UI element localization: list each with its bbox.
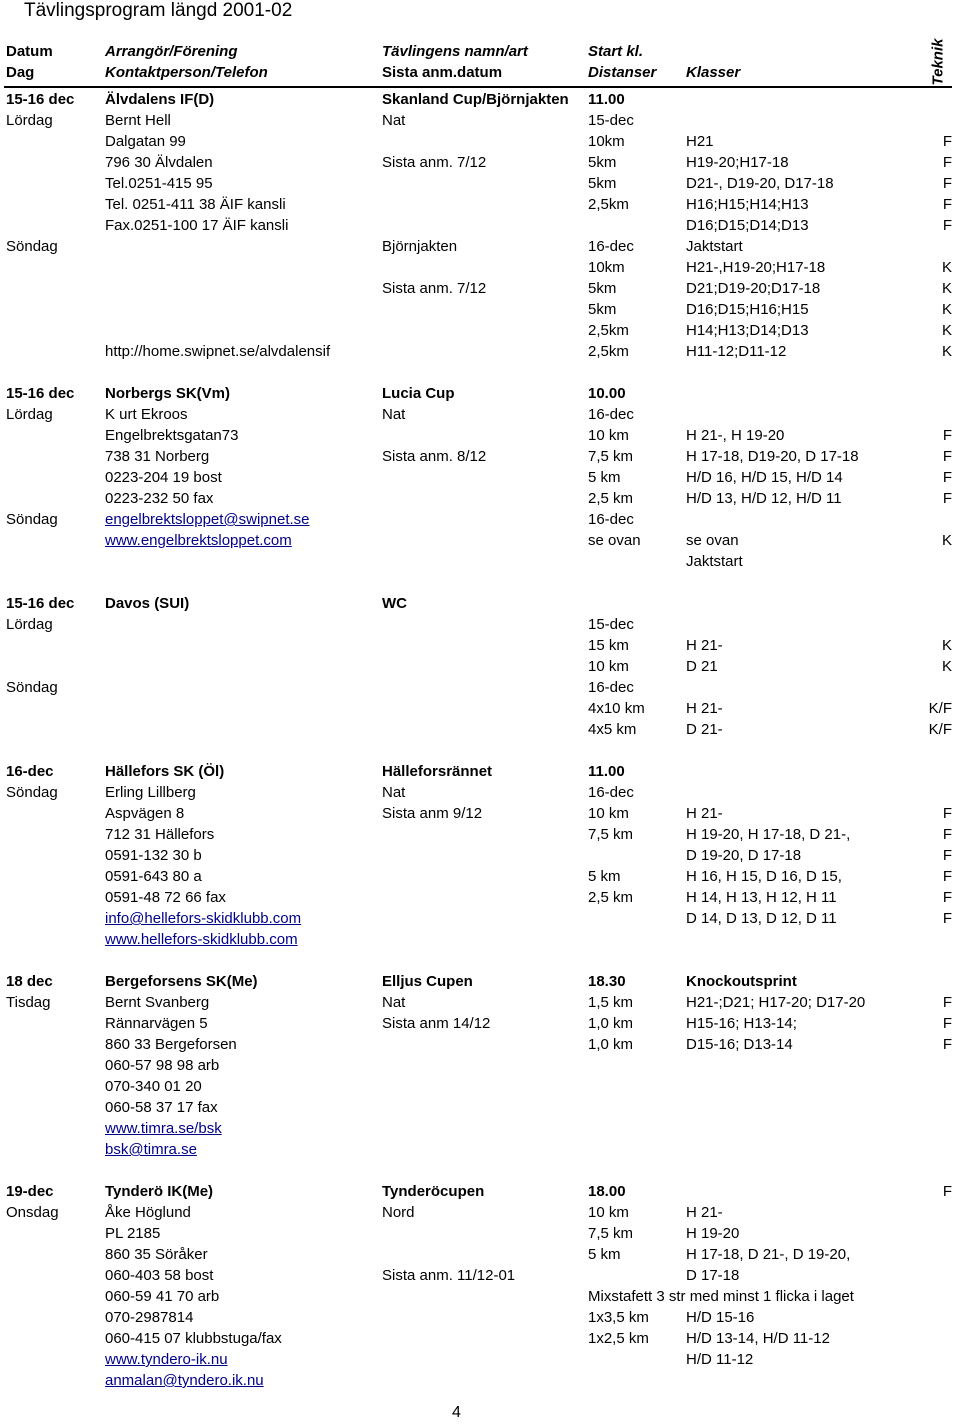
cell-race: Sista anm. 7/12: [382, 280, 487, 297]
cell-date: Lördag: [6, 616, 53, 633]
cell-start-distance: 10 km: [588, 805, 629, 822]
cell-classes: H 17-18, D19-20, D 17-18: [686, 448, 859, 465]
cell-start-distance: 5km: [588, 154, 617, 171]
cell-race: Tynderöcupen: [382, 1183, 485, 1200]
cell-classes: Jaktstart: [686, 553, 743, 570]
cell-start-distance: 2,5 km: [588, 889, 634, 906]
cell-classes: H/D 11-12: [686, 1351, 754, 1368]
cell-organizer: Erling Lillberg: [105, 784, 196, 801]
cell-race: Nat: [382, 112, 406, 129]
cell-classes: H/D 15-16: [686, 1309, 755, 1326]
cell-start-distance: 2,5km: [588, 343, 629, 360]
cell-start-distance: 1,0 km: [588, 1015, 634, 1032]
cell-organizer: Dalgatan 99: [105, 133, 186, 150]
cell-technique: F: [942, 196, 952, 213]
cell-start-distance: 10km: [588, 259, 625, 276]
cell-start-distance: 2,5km: [588, 322, 629, 339]
cell-technique: F: [942, 490, 952, 507]
web-link[interactable]: www.tyndero-ik.nu: [105, 1351, 228, 1368]
cell-classes: D 19-20, D 17-18: [686, 847, 802, 864]
cell-organizer: K urt Ekroos: [105, 406, 188, 423]
cell-classes: H/D 13-14, H/D 11-12: [686, 1330, 830, 1347]
cell-technique: F: [942, 805, 952, 822]
cell-technique: F: [942, 1015, 952, 1032]
cell-classes: H11-12;D11-12: [686, 343, 787, 360]
cell-organizer: Älvdalens IF(D): [105, 91, 215, 108]
cell-start-distance: 18.30: [588, 973, 626, 990]
cell-classes: D21;D19-20;D17-18: [686, 280, 821, 297]
cell-race: Elljus Cupen: [382, 973, 473, 990]
cell-classes: H 17-18, D 21-, D 19-20,: [686, 1246, 851, 1263]
cell-technique: F: [942, 868, 952, 885]
cell-organizer: PL 2185: [105, 1225, 161, 1242]
cell-start-distance: 11.00: [588, 763, 625, 780]
cell-date: Lördag: [6, 112, 53, 129]
cell-start-distance: 5km: [588, 301, 617, 318]
cell-technique: F: [942, 427, 952, 444]
cell-organizer: 860 35 Söråker: [105, 1246, 208, 1263]
cell-organizer: 738 31 Norberg: [105, 448, 210, 465]
header-distanser: Distanser: [588, 64, 657, 81]
cell-date: 19-dec: [6, 1183, 54, 1200]
cell-start-distance: 15-dec: [588, 616, 634, 633]
cell-start-distance: se ovan: [588, 532, 641, 549]
cell-technique: F: [942, 847, 952, 864]
cell-race: WC: [382, 595, 407, 612]
cell-organizer: 0591-132 30 b: [105, 847, 202, 864]
cell-start-distance: 5 km: [588, 868, 621, 885]
cell-technique: K: [941, 637, 952, 654]
cell-classes: se ovan: [686, 532, 739, 549]
cell-start-distance: 7,5 km: [588, 1225, 634, 1242]
cell-date: Tisdag: [6, 994, 51, 1011]
cell-organizer: 860 33 Bergeforsen: [105, 1036, 237, 1053]
cell-organizer: Bernt Svanberg: [105, 994, 210, 1011]
cell-classes: H16;H15;H14;H13: [686, 196, 809, 213]
cell-date: Söndag: [6, 784, 58, 801]
cell-organizer: Åke Höglund: [105, 1204, 191, 1221]
cell-start-distance: 16-dec: [588, 679, 634, 696]
cell-start-distance: 5 km: [588, 1246, 621, 1263]
cell-start-distance: 7,5 km: [588, 448, 634, 465]
cell-start-distance: 7,5 km: [588, 826, 634, 843]
cell-race: Sista anm 14/12: [382, 1015, 491, 1032]
cell-start-distance: 4x10 km: [588, 700, 645, 717]
page-number: 4: [452, 1404, 461, 1421]
cell-technique: K: [941, 322, 952, 339]
cell-technique: K: [941, 301, 952, 318]
cell-organizer: Rännarvägen 5: [105, 1015, 208, 1032]
cell-organizer: Bergeforsens SK(Me): [105, 973, 258, 990]
cell-organizer: Bernt Hell: [105, 112, 171, 129]
cell-technique: F: [942, 133, 952, 150]
cell-technique: F: [942, 175, 952, 192]
cell-classes: D16;D15;D14;D13: [686, 217, 809, 234]
cell-organizer: 0223-204 19 bost: [105, 469, 222, 486]
cell-start-distance: 16-dec: [588, 784, 634, 801]
cell-organizer: Tel.0251-415 95: [105, 175, 213, 192]
cell-date: Söndag: [6, 238, 58, 255]
cell-classes: H21: [686, 133, 714, 150]
header-kontakt: Kontaktperson/Telefon: [105, 64, 268, 81]
cell-race: Hälleforsrännet: [382, 763, 493, 780]
cell-organizer: Tynderö IK(Me): [105, 1183, 214, 1200]
cell-organizer: Norbergs SK(Vm): [105, 385, 231, 402]
cell-race: Skanland Cup/Björnjakten: [382, 91, 569, 108]
header-tavling: Tävlingens namn/art: [382, 43, 528, 60]
cell-race: Nord: [382, 1204, 415, 1221]
page-title: Tävlingsprogram längd 2001-02: [24, 0, 293, 21]
cell-start-distance: 10 km: [588, 658, 629, 675]
cell-technique: F: [942, 826, 952, 843]
cell-classes: D15-16; D13-14: [686, 1036, 793, 1053]
cell-technique: K: [941, 259, 952, 276]
cell-classes: H21-;D21; H17-20; D17-20: [686, 994, 866, 1011]
cell-date: Onsdag: [6, 1204, 59, 1221]
cell-classes: D16;D15;H16;H15: [686, 301, 809, 318]
cell-date: Söndag: [6, 679, 58, 696]
cell-organizer: Davos (SUI): [105, 595, 190, 612]
cell-start-distance: 2,5km: [588, 196, 629, 213]
cell-start-distance: 16-dec: [588, 406, 634, 423]
header-datum: Datum: [6, 43, 53, 60]
cell-organizer: 796 30 Älvdalen: [105, 154, 213, 171]
cell-start-distance: 4x5 km: [588, 721, 637, 738]
cell-date: 15-16 dec: [6, 385, 75, 402]
cell-race: Sista anm. 11/12-01: [382, 1267, 516, 1284]
cell-technique: F: [942, 910, 952, 927]
cell-classes: H21-,H19-20;H17-18: [686, 259, 826, 276]
cell-technique: F: [942, 1183, 952, 1200]
cell-technique: F: [942, 889, 952, 906]
cell-organizer: Engelbrektsgatan73: [105, 427, 239, 444]
cell-organizer: 0591-48 72 66 fax: [105, 889, 226, 906]
cell-organizer: 060-415 07 klubbstuga/fax: [105, 1330, 282, 1347]
cell-classes: Jaktstart: [686, 238, 743, 255]
cell-date: 16-dec: [6, 763, 54, 780]
cell-date: Söndag: [6, 511, 58, 528]
cell-technique: K/F: [928, 721, 952, 738]
cell-date: Lördag: [6, 406, 53, 423]
cell-classes: D 21: [686, 658, 718, 675]
cell-classes: H 21-: [686, 805, 723, 822]
header-klasser: Klasser: [686, 64, 741, 81]
cell-classes: D21-, D19-20, D17-18: [686, 175, 834, 192]
cell-classes: H19-20;H17-18: [686, 154, 789, 171]
cell-start-distance: 10 km: [588, 427, 629, 444]
cell-classes: H14;H13;D14;D13: [686, 322, 809, 339]
cell-start-distance: 18.00: [588, 1183, 626, 1200]
cell-classes: D 21-: [686, 721, 723, 738]
cell-date: 15-16 dec: [6, 91, 75, 108]
cell-start-distance: 5km: [588, 175, 617, 192]
cell-organizer: 060-57 98 98 arb: [105, 1057, 220, 1074]
cell-classes: H 19-20: [686, 1225, 740, 1242]
cell-organizer: 712 31 Hällefors: [105, 826, 215, 843]
web-link[interactable]: www.engelbrektsloppet.com: [105, 532, 292, 549]
cell-technique: K: [941, 343, 952, 360]
cell-organizer: 070-2987814: [105, 1309, 194, 1326]
cell-classes: H 19-20, H 17-18, D 21-,: [686, 826, 851, 843]
header-start: Start kl.: [588, 43, 644, 60]
cell-start-distance: 1x3,5 km: [588, 1309, 649, 1326]
cell-classes: H 21-: [686, 700, 723, 717]
cell-technique: K: [941, 280, 952, 297]
cell-start-distance: 2,5 km: [588, 490, 634, 507]
cell-organizer: Hällefors SK (Öl): [105, 763, 225, 780]
cell-classes: D 14, D 13, D 12, D 11: [686, 910, 837, 927]
cell-classes: H 21-: [686, 1204, 723, 1221]
cell-race: Sista anm. 7/12: [382, 154, 487, 171]
cell-organizer: Aspvägen 8: [105, 805, 185, 822]
cell-start-distance: 15-dec: [588, 112, 634, 129]
cell-race: Sista anm. 8/12: [382, 448, 487, 465]
cell-race: Nat: [382, 406, 406, 423]
cell-classes: Knockoutsprint: [686, 973, 797, 990]
cell-race: Sista anm 9/12: [382, 805, 483, 822]
cell-start-distance: 10 km: [588, 1204, 629, 1221]
cell-classes: H 21-, H 19-20: [686, 427, 785, 444]
email-link[interactable]: info@hellefors-skidklubb.com: [105, 910, 302, 927]
cell-start-distance: 5km: [588, 280, 617, 297]
header-teknik: Teknik: [929, 38, 947, 86]
cell-organizer: 060-58 37 17 fax: [105, 1099, 218, 1116]
cell-start-distance: 1,0 km: [588, 1036, 634, 1053]
cell-start-distance: 1x2,5 km: [588, 1330, 649, 1347]
email-link[interactable]: anmalan@tyndero.ik.nu: [105, 1372, 264, 1389]
cell-race: Björnjakten: [382, 238, 458, 255]
cell-race: Nat: [382, 784, 406, 801]
cell-organizer: Fax.0251-100 17 ÄIF kansli: [105, 217, 289, 234]
cell-start-distance: 16-dec: [588, 238, 634, 255]
header-arrangor: Arrangör/Förening: [105, 43, 238, 60]
cell-date: 18 dec: [6, 973, 53, 990]
cell-start-distance: 5 km: [588, 469, 621, 486]
email-link[interactable]: bsk@timra.se: [105, 1141, 197, 1158]
cell-classes: H/D 13, H/D 12, H/D 11: [686, 490, 842, 507]
header-rule: [4, 86, 952, 88]
cell-organizer: 070-340 01 20: [105, 1078, 202, 1095]
cell-technique: F: [942, 154, 952, 171]
cell-classes: H 14, H 13, H 12, H 11: [686, 889, 837, 906]
cell-classes: H/D 16, H/D 15, H/D 14: [686, 469, 843, 486]
email-link[interactable]: engelbrektsloppet@swipnet.se: [105, 511, 310, 528]
cell-organizer: http://home.swipnet.se/alvdalensif: [105, 343, 331, 360]
cell-start-distance: 15 km: [588, 637, 629, 654]
header-sista: Sista anm.datum: [382, 64, 503, 81]
cell-organizer: 060-59 41 70 arb: [105, 1288, 220, 1305]
cell-classes: H 21-: [686, 637, 723, 654]
cell-technique: F: [942, 994, 952, 1011]
cell-technique: F: [942, 217, 952, 234]
cell-organizer: 0591-643 80 a: [105, 868, 202, 885]
cell-start-distance: Mixstafett 3 str med minst 1 flicka i laget: [588, 1288, 854, 1305]
cell-date: 15-16 dec: [6, 595, 75, 612]
cell-technique: K/F: [928, 700, 952, 717]
cell-technique: F: [942, 469, 952, 486]
cell-start-distance: 16-dec: [588, 511, 634, 528]
cell-technique: F: [942, 1036, 952, 1053]
cell-organizer: 060-403 58 bost: [105, 1267, 214, 1284]
cell-race: Nat: [382, 994, 406, 1011]
cell-technique: F: [942, 448, 952, 465]
cell-start-distance: 10.00: [588, 385, 626, 402]
header-dag: Dag: [6, 64, 35, 81]
cell-organizer: Tel. 0251-411 38 ÄIF kansli: [105, 196, 286, 213]
web-link[interactable]: www.hellefors-skidklubb.com: [105, 931, 298, 948]
cell-start-distance: 11.00: [588, 91, 625, 108]
cell-organizer: 0223-232 50 fax: [105, 490, 214, 507]
cell-race: Lucia Cup: [382, 385, 455, 402]
cell-technique: K: [941, 658, 952, 675]
cell-classes: H 16, H 15, D 16, D 15,: [686, 868, 842, 885]
cell-technique: K: [941, 532, 952, 549]
cell-start-distance: 10km: [588, 133, 625, 150]
web-link[interactable]: www.timra.se/bsk: [105, 1120, 222, 1137]
cell-start-distance: 1,5 km: [588, 994, 634, 1011]
cell-classes: H15-16; H13-14;: [686, 1015, 797, 1032]
cell-classes: D 17-18: [686, 1267, 740, 1284]
